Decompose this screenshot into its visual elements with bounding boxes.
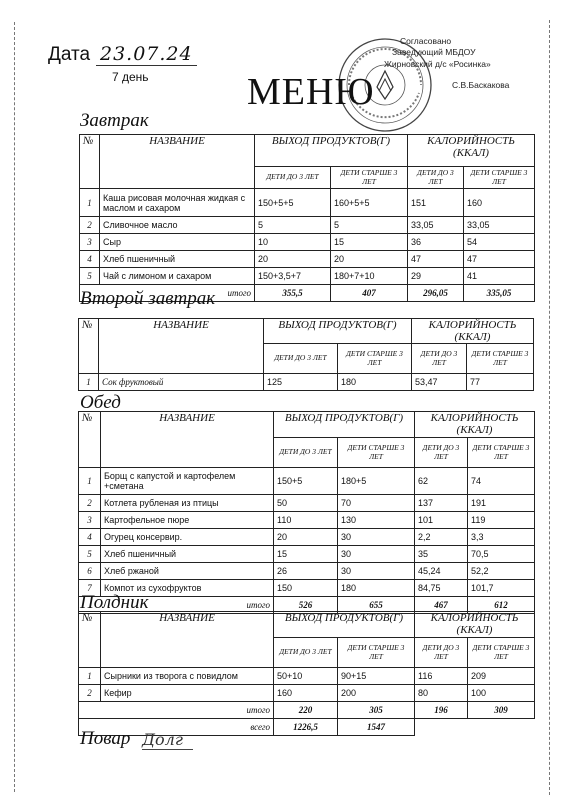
output-over3: 180 [338, 580, 415, 597]
header-under3: ДЕТИ ДО 3 ЛЕТ [274, 438, 338, 468]
calories-over3: 191 [468, 495, 535, 512]
dish-name: Хлеб пшеничный [100, 251, 255, 268]
output-over3: 180 [338, 374, 412, 391]
calories-over3: 101,7 [468, 580, 535, 597]
header-name: НАЗВАНИЕ [101, 612, 274, 668]
dish-name: Огурец консервир. [101, 529, 274, 546]
total-calories-under3: 467 [415, 597, 468, 614]
header-under3: ДЕТИ ДО 3 ЛЕТ [415, 438, 468, 468]
dish-name: Кефир [101, 685, 274, 702]
row-num: 1 [79, 668, 101, 685]
output-over3: 180+5 [338, 468, 415, 495]
calories-under3: 47 [408, 251, 464, 268]
approval-line: С.В.Баскакова [452, 79, 510, 90]
header-output: ВЫХОД ПРОДУКТОВ(Г) [274, 412, 415, 438]
calories-under3: 101 [415, 512, 468, 529]
dish-name: Каша рисовая молочная жидкая с маслом и сахаром [100, 189, 255, 217]
calories-over3: 74 [468, 468, 535, 495]
empty-cell [415, 719, 468, 736]
header-name: НАЗВАНИЕ [100, 135, 255, 189]
output-over3: 130 [338, 512, 415, 529]
row-num: 3 [79, 512, 101, 529]
output-under3: 150+5 [274, 468, 338, 495]
page-edge-right [549, 20, 550, 795]
grand-total-output-under3: 1226,5 [274, 719, 338, 736]
total-calories-over3: 309 [468, 702, 535, 719]
page-edge-left [14, 22, 15, 792]
header-under3: ДЕТИ ДО 3 ЛЕТ [255, 167, 331, 189]
approval-line: Жирновский д/с «Росинка» [384, 58, 491, 69]
total-output-under3: 220 [274, 702, 338, 719]
calories-over3: 119 [468, 512, 535, 529]
output-under3: 150+5+5 [255, 189, 331, 217]
header-over3: ДЕТИ СТАРШЕ 3 ЛЕТ [338, 344, 412, 374]
header-under3: ДЕТИ ДО 3 ЛЕТ [408, 167, 464, 189]
header-num: № [80, 135, 100, 189]
breakfast-table [79, 134, 535, 302]
output-over3: 70 [338, 495, 415, 512]
output-over3: 200 [338, 685, 415, 702]
row-num: 7 [79, 580, 101, 597]
row-num: 5 [80, 268, 100, 285]
approval-block [378, 36, 509, 91]
calories-over3: 160 [464, 189, 535, 217]
dish-name: Котлета рубленая из птицы [101, 495, 274, 512]
output-under3: 50+10 [274, 668, 338, 685]
header-name: НАЗВАНИЕ [99, 319, 264, 374]
row-num: 1 [79, 468, 101, 495]
output-under3: 110 [274, 512, 338, 529]
total-calories-over3: 612 [468, 597, 535, 614]
total-output-under3: 355,5 [255, 285, 331, 302]
header-output: ВЫХОД ПРОДУКТОВ(Г) [264, 319, 412, 344]
dish-name: Сок фруктовый [99, 374, 264, 391]
dish-name: Борщ с капустой и картофелем +сметана [101, 468, 274, 495]
grand-total-output-over3: 1547 [338, 719, 415, 736]
calories-over3: 47 [464, 251, 535, 268]
chef-signature: Долг [142, 730, 193, 750]
header-calories: КАЛОРИЙНОСТЬ (ККАЛ) [415, 412, 535, 438]
approval-line: Согласовано [400, 36, 452, 46]
header-output: ВЫХОД ПРОДУКТОВ(Г) [274, 612, 415, 638]
output-under3: 15 [274, 546, 338, 563]
calories-under3: 29 [408, 268, 464, 285]
total-calories-under3: 296,05 [408, 285, 464, 302]
total-label: итого [80, 285, 255, 302]
header-under3: ДЕТИ ДО 3 ЛЕТ [412, 344, 467, 374]
date-label: Дата [48, 44, 91, 65]
second-breakfast-table [78, 318, 534, 391]
chef-label: Повар [80, 728, 131, 749]
row-num: 2 [80, 217, 100, 234]
dish-name: Сливочное масло [100, 217, 255, 234]
calories-over3: 100 [468, 685, 535, 702]
total-calories-over3: 335,05 [464, 285, 535, 302]
total-output-over3: 305 [338, 702, 415, 719]
section-title-breakfast: Завтрак [80, 110, 149, 131]
output-under3: 20 [274, 529, 338, 546]
approval-line: Заведующий МБДОУ [392, 47, 476, 58]
header-over3: ДЕТИ СТАРШЕ 3 ЛЕТ [338, 638, 415, 668]
calories-under3: 62 [415, 468, 468, 495]
section-title-snack: Полдник [80, 592, 149, 613]
calories-under3: 80 [415, 685, 468, 702]
output-over3: 5 [331, 217, 408, 234]
header-calories: КАЛОРИЙНОСТЬ (ККАЛ) [408, 135, 535, 167]
header-under3: ДЕТИ ДО 3 ЛЕТ [415, 638, 468, 668]
calories-over3: 54 [464, 234, 535, 251]
dish-name: Хлеб пшеничный [101, 546, 274, 563]
row-num: 4 [79, 529, 101, 546]
dish-name: Хлеб ржаной [101, 563, 274, 580]
output-over3: 180+7+10 [331, 268, 408, 285]
header-under3: ДЕТИ ДО 3 ЛЕТ [264, 344, 338, 374]
calories-under3: 35 [415, 546, 468, 563]
row-num: 1 [79, 374, 99, 391]
section-title-lunch: Обед [80, 392, 121, 413]
calories-over3: 33,05 [464, 217, 535, 234]
row-num: 5 [79, 546, 101, 563]
output-under3: 150+3,5+7 [255, 268, 331, 285]
dish-name: Сыр [100, 234, 255, 251]
snack-table [78, 611, 535, 736]
total-output-over3: 407 [331, 285, 408, 302]
output-under3: 5 [255, 217, 331, 234]
header-name: НАЗВАНИЕ [101, 412, 274, 468]
calories-under3: 45,24 [415, 563, 468, 580]
row-num: 2 [79, 495, 101, 512]
output-over3: 15 [331, 234, 408, 251]
output-under3: 26 [274, 563, 338, 580]
dish-name: Сырники из творога с повидлом [101, 668, 274, 685]
calories-under3: 84,75 [415, 580, 468, 597]
lunch-table [78, 411, 535, 614]
calories-under3: 151 [408, 189, 464, 217]
section-title-second-breakfast: Второй завтрак [80, 288, 216, 309]
empty-cell [468, 719, 535, 736]
output-under3: 150 [274, 580, 338, 597]
date-value: 23.07.24 [96, 43, 197, 66]
day-number: 7 день [112, 70, 149, 84]
output-over3: 30 [338, 546, 415, 563]
output-under3: 160 [274, 685, 338, 702]
row-num: 1 [80, 189, 100, 217]
row-num: 4 [80, 251, 100, 268]
calories-over3: 52,2 [468, 563, 535, 580]
dish-name: Картофельное пюре [101, 512, 274, 529]
header-over3: ДЕТИ СТАРШЕ 3 ЛЕТ [467, 344, 534, 374]
header-calories: КАЛОРИЙНОСТЬ (ККАЛ) [412, 319, 534, 344]
header-calories: КАЛОРИЙНОСТЬ (ККАЛ) [415, 612, 535, 638]
calories-over3: 41 [464, 268, 535, 285]
calories-under3: 33,05 [408, 217, 464, 234]
page-title: МЕНЮ [247, 71, 375, 113]
header-over3: ДЕТИ СТАРШЕ 3 ЛЕТ [338, 438, 415, 468]
calories-over3: 3,3 [468, 529, 535, 546]
output-over3: 30 [338, 529, 415, 546]
header-over3: ДЕТИ СТАРШЕ 3 ЛЕТ [468, 438, 535, 468]
output-under3: 125 [264, 374, 338, 391]
total-output-under3: 526 [274, 597, 338, 614]
output-over3: 30 [338, 563, 415, 580]
calories-under3: 36 [408, 234, 464, 251]
total-calories-under3: 196 [415, 702, 468, 719]
dish-name: Компот из сухофруктов [101, 580, 274, 597]
output-under3: 20 [255, 251, 331, 268]
header-over3: ДЕТИ СТАРШЕ 3 ЛЕТ [464, 167, 535, 189]
row-num: 3 [80, 234, 100, 251]
dish-name: Чай с лимоном и сахаром [100, 268, 255, 285]
header-output: ВЫХОД ПРОДУКТОВ(Г) [255, 135, 408, 167]
header-num: № [79, 412, 101, 468]
grand-total-label: всего [79, 719, 274, 736]
total-label: итого [79, 597, 274, 614]
calories-under3: 116 [415, 668, 468, 685]
header-num: № [79, 319, 99, 374]
calories-over3: 70,5 [468, 546, 535, 563]
calories-under3: 2,2 [415, 529, 468, 546]
header-num: № [79, 612, 101, 668]
calories-over3: 77 [467, 374, 534, 391]
output-over3: 90+15 [338, 668, 415, 685]
header-over3: ДЕТИ СТАРШЕ 3 ЛЕТ [468, 638, 535, 668]
header-over3: ДЕТИ СТАРШЕ 3 ЛЕТ [331, 167, 408, 189]
output-under3: 10 [255, 234, 331, 251]
total-output-over3: 655 [338, 597, 415, 614]
row-num: 6 [79, 563, 101, 580]
header-under3: ДЕТИ ДО 3 ЛЕТ [274, 638, 338, 668]
row-num: 2 [79, 685, 101, 702]
calories-under3: 137 [415, 495, 468, 512]
output-over3: 160+5+5 [331, 189, 408, 217]
calories-under3: 53,47 [412, 374, 467, 391]
total-label: итого [79, 702, 274, 719]
output-over3: 20 [331, 251, 408, 268]
output-under3: 50 [274, 495, 338, 512]
calories-over3: 209 [468, 668, 535, 685]
